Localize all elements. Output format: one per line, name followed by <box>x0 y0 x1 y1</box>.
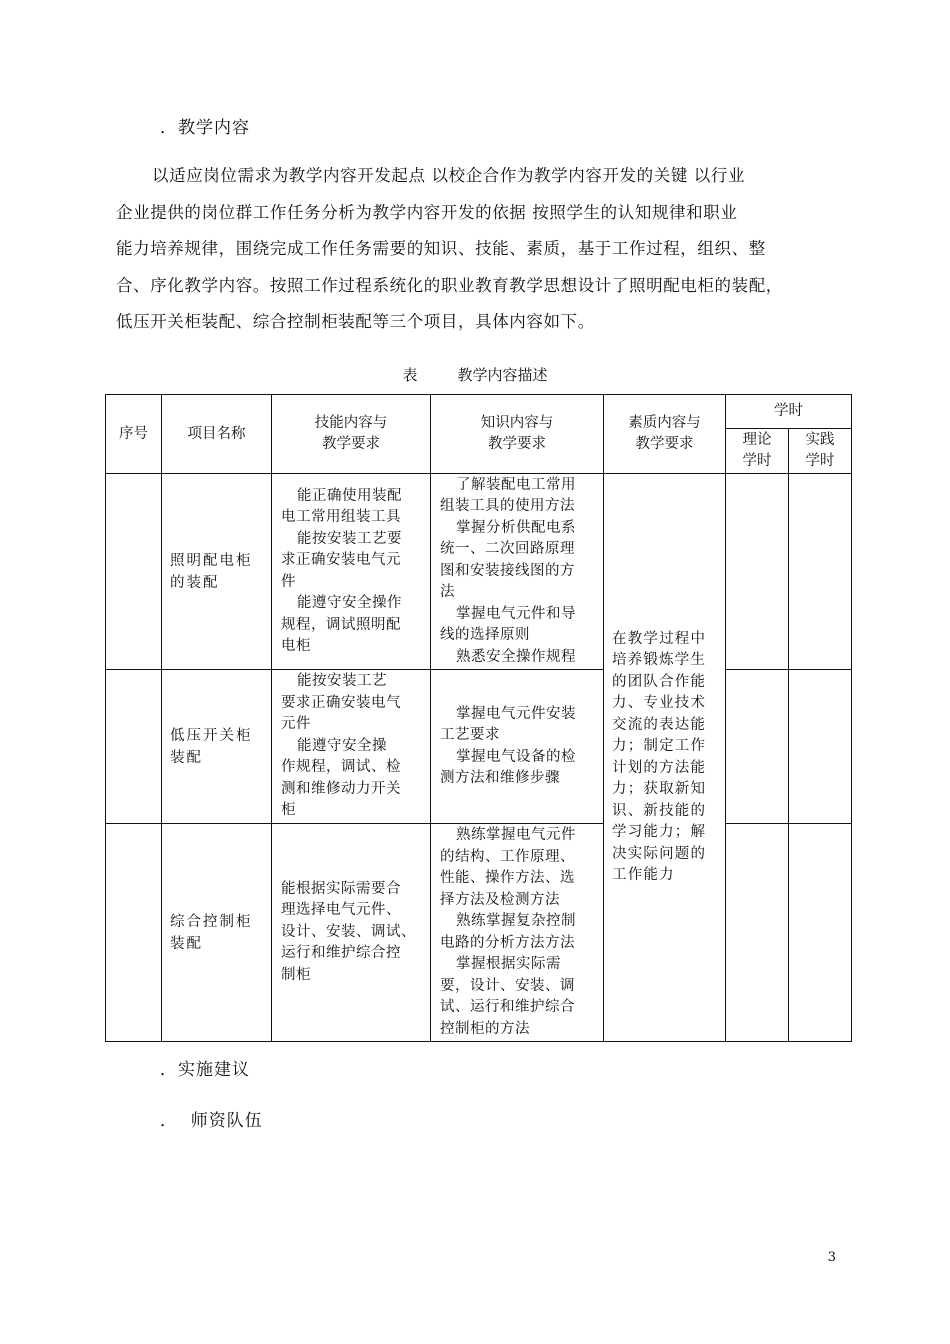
quality-line: 计划的方法能 <box>612 759 707 776</box>
skill-line: 件 <box>281 573 296 590</box>
skill-line: 理选择电气元件、 <box>281 902 401 919</box>
skill-line: 电柜 <box>281 638 311 654</box>
paragraph-line: 低压开关柜装配、综合控制柜装配等三个项目，具体内容如下。 <box>116 312 595 332</box>
skill-line: 能正确使用装配 <box>297 487 402 504</box>
knowledge-line: 图和安装接线图的方 <box>440 562 575 579</box>
skill-line: 电工常用组装工具 <box>281 509 401 525</box>
cell-theory-hours <box>726 474 789 670</box>
cell-project-name <box>162 670 272 824</box>
name-line: 装配 <box>170 749 203 766</box>
cell-theory-hours <box>726 824 789 1042</box>
section-heading-teaching-content: ．教学内容 <box>160 118 250 138</box>
knowledge-line: 工艺要求 <box>440 727 500 743</box>
name-line: 综合控制柜 <box>170 913 253 930</box>
table-row <box>106 824 852 1042</box>
knowledge-line: 了解装配电工常用 <box>456 476 576 493</box>
header-hours: 学时 <box>726 395 852 429</box>
page-number: 3 <box>827 1250 836 1265</box>
skill-line: 设计、安装、调试、 <box>281 923 416 940</box>
header-skill-line: 技能内容与 <box>314 415 388 431</box>
name-line: 照明配电柜 <box>170 552 253 569</box>
knowledge-line: 要，设计、安装、调 <box>440 977 575 994</box>
header-practice-line: 实践 <box>805 432 835 448</box>
knowledge-line: 择方法及检测方法 <box>440 891 560 908</box>
skill-line: 元件 <box>281 716 311 733</box>
quality-line: 交流的表达能 <box>612 716 707 733</box>
knowledge-line: 掌握电气元件和导 <box>456 605 576 622</box>
quality-line: 学习能力；解 <box>612 824 707 840</box>
cell-knowledge <box>431 670 604 824</box>
header-knowledge-line: 知识内容与 <box>480 415 554 431</box>
skill-line: 能遵守安全操作 <box>297 595 402 611</box>
table-row <box>106 474 852 670</box>
knowledge-line: 掌握电气元件安装 <box>456 705 576 722</box>
quality-line: 力；获取新知 <box>612 781 707 797</box>
quality-line: 培养锻炼学生 <box>612 652 707 668</box>
skill-line: 作规程，调试、检 <box>281 759 401 776</box>
cell-practice-hours <box>789 474 852 670</box>
knowledge-line: 掌握根据实际需 <box>456 956 561 972</box>
name-line: 装配 <box>170 935 203 952</box>
knowledge-line: 试、运行和维护综合 <box>440 999 575 1015</box>
table-caption <box>0 364 950 385</box>
knowledge-line: 熟练掌握复杂控制 <box>456 913 576 929</box>
quality-line: 识、新技能的 <box>612 802 707 819</box>
quality-line: 在教学过程中 <box>612 630 707 647</box>
knowledge-line: 线的选择原则 <box>440 627 530 644</box>
skill-line: 制柜 <box>281 966 311 983</box>
knowledge-line: 统一、二次回路原理 <box>440 541 575 558</box>
quality-line: 力；制定工作 <box>612 738 707 754</box>
table-row <box>106 670 852 824</box>
knowledge-line: 测方法和维修步骤 <box>440 770 560 786</box>
knowledge-line: 法 <box>440 584 455 601</box>
paragraph-line: 合、序化教学内容。按照工作过程系统化的职业教育教学思想设计了照明配电柜的装配， <box>116 275 783 295</box>
quality-line: 的团队合作能 <box>612 673 707 690</box>
skill-line: 能按安装工艺要 <box>297 530 402 547</box>
cell-skill <box>272 670 431 824</box>
paragraph-line: 企业提供的岗位群工作任务分析为教学内容开发的依据 按照学生的认知规律和职业 <box>116 202 738 222</box>
cell-knowledge <box>431 824 604 1042</box>
knowledge-line: 熟练掌握电气元件 <box>456 827 576 843</box>
header-practice <box>789 429 852 474</box>
skill-line: 柜 <box>281 802 296 819</box>
skill-line: 能根据实际需要合 <box>281 880 401 897</box>
header-skill-line: 教学要求 <box>322 436 380 452</box>
header-theory-line: 理论 <box>742 432 772 448</box>
skill-line: 求正确安装电气元 <box>281 552 401 568</box>
header-practice-line: 学时 <box>805 453 835 469</box>
header-knowledge <box>431 395 604 474</box>
quality-line: 决实际问题的 <box>612 845 707 862</box>
cell-no <box>106 474 162 670</box>
knowledge-line: 组装工具的使用方法 <box>440 498 575 515</box>
knowledge-line: 性能、操作方法、选 <box>440 870 575 886</box>
skill-line: 运行和维护综合控 <box>281 945 401 962</box>
cell-practice-hours <box>789 670 852 824</box>
content-table <box>105 394 852 1042</box>
quality-line: 力、专业技术 <box>612 695 707 711</box>
cell-practice-hours <box>789 824 852 1042</box>
knowledge-line: 掌握分析供配电系 <box>456 519 576 536</box>
paragraph-line: 以适应岗位需求为教学内容开发起点 以校企合作为教学内容开发的关键 以行业 <box>152 166 746 185</box>
quality-line: 工作能力 <box>612 867 675 883</box>
cell-project-name <box>162 474 272 670</box>
header-quality <box>604 395 726 474</box>
cell-theory-hours <box>726 670 789 824</box>
cell-no <box>106 670 162 824</box>
skill-line: 规程，调试照明配 <box>281 616 401 633</box>
cell-skill <box>272 474 431 670</box>
cell-project-name <box>162 824 272 1042</box>
header-name: 项目名称 <box>162 395 272 474</box>
knowledge-line: 控制柜的方法 <box>440 1020 530 1037</box>
paragraph-line: 能力培养规律，围绕完成工作任务需要的知识、技能、素质，基于工作过程，组织、整 <box>116 239 766 259</box>
knowledge-line: 熟悉安全操作规程 <box>456 648 576 665</box>
cell-quality <box>604 474 726 1042</box>
skill-line: 要求正确安装电气 <box>281 694 401 711</box>
cell-skill <box>272 824 431 1042</box>
skill-line: 测和维修动力开关 <box>281 780 401 797</box>
header-theory <box>726 429 789 474</box>
header-quality-line: 教学要求 <box>635 436 694 452</box>
header-theory-line: 学时 <box>742 453 772 469</box>
section-heading-faculty: ． 师资队伍 <box>160 1111 263 1131</box>
section-heading-implementation: ．实施建议 <box>160 1060 250 1080</box>
skill-line: 能遵守安全操 <box>297 737 387 754</box>
caption-title: 教学内容描述 <box>457 366 548 384</box>
caption-label: 表 <box>402 366 418 384</box>
knowledge-line: 电路的分析方法方法 <box>440 934 575 951</box>
knowledge-line: 掌握电气设备的检 <box>456 748 576 765</box>
header-no: 序号 <box>106 395 162 474</box>
name-line: 低压开关柜 <box>170 727 253 744</box>
name-line: 的装配 <box>170 574 220 591</box>
header-skill <box>272 395 431 474</box>
header-knowledge-line: 教学要求 <box>488 436 546 452</box>
header-quality-line: 素质内容与 <box>628 415 701 431</box>
skill-line: 能按安装工艺 <box>297 673 387 690</box>
intro-paragraph <box>116 158 836 341</box>
table-header-row <box>106 395 852 429</box>
cell-no <box>106 824 162 1042</box>
cell-knowledge <box>431 474 604 670</box>
knowledge-line: 的结构、工作原理、 <box>440 848 575 865</box>
